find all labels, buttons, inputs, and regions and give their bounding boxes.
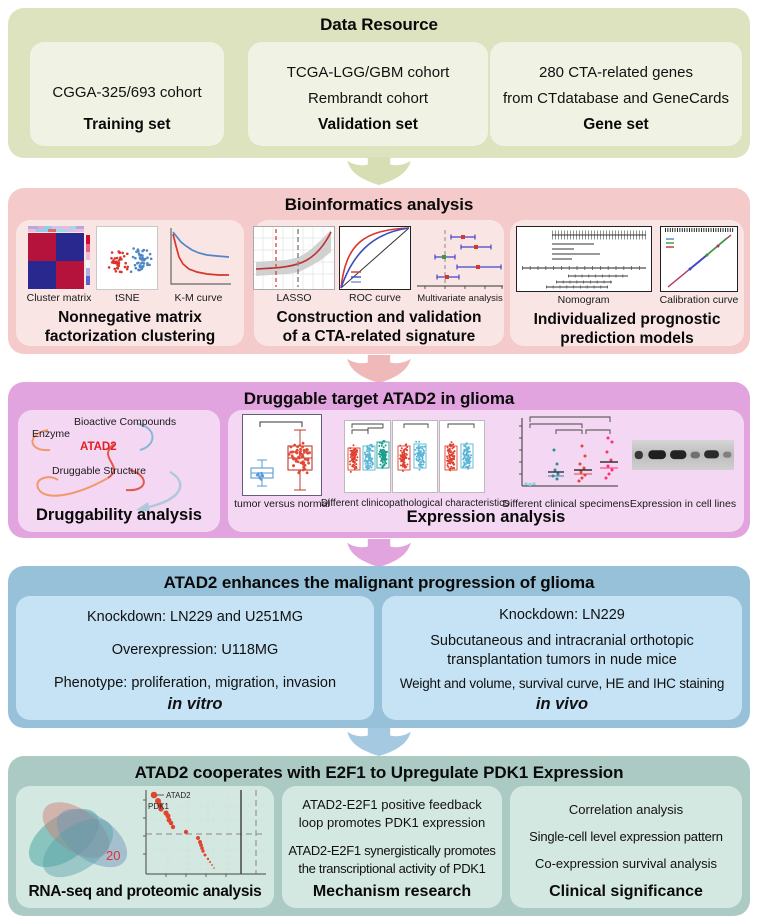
section-druggable-target — [8, 382, 750, 538]
clinicopathological-thumbnail — [344, 418, 486, 494]
section-title: Bioinformatics analysis — [284, 195, 474, 214]
gene-text: from CTdatabase and GeneCards — [503, 90, 729, 107]
caption-line: of a CTA-related signature — [282, 328, 476, 345]
in-vivo-box — [382, 596, 742, 720]
in-vitro-box — [16, 596, 374, 720]
venn-diagram — [18, 790, 138, 882]
section-bioinformatics — [8, 188, 750, 354]
enzyme-label: Enzyme — [32, 428, 70, 440]
prognostic-models-box — [510, 220, 744, 346]
caption-line: Nonnegative matrix — [58, 309, 202, 326]
druggable-structure-label: Druggable Structure — [52, 465, 146, 477]
box-caption: in vivo — [535, 695, 589, 713]
caption-line: factorization clustering — [44, 328, 216, 345]
western-blot-thumbnail — [632, 438, 734, 472]
section-title: ATAD2 cooperates with E2F1 to Upregulate PDK1 Expression — [134, 763, 624, 782]
gene-label-atad2: ATAD2 — [166, 791, 191, 800]
gene-text: 280 CTA-related genes — [539, 64, 693, 81]
tumor-vs-normal-thumbnail — [242, 414, 322, 496]
box-caption: Druggability analysis — [36, 506, 202, 524]
box-caption: Training set — [83, 116, 171, 133]
box-caption: in vitro — [167, 695, 223, 713]
thumb-label: LASSO — [276, 292, 312, 304]
mechanism-line: loop promotes PDK1 expression — [298, 815, 486, 830]
rank-scatter-plot — [140, 788, 270, 880]
thumb-label: Calibration curve — [659, 294, 739, 306]
thumb-label: Nomogram — [557, 294, 610, 306]
down-arrow-icon — [334, 539, 424, 567]
forest-plot-thumbnail — [415, 227, 505, 304]
signature-box — [254, 220, 504, 346]
section-title: Druggable target ATAD2 in glioma — [243, 389, 515, 408]
thumb-label: ROC curve — [349, 292, 401, 304]
calibration-thumbnail — [660, 226, 739, 306]
box-caption: Mechanism research — [312, 883, 472, 900]
thumb-label: Different clinical specimens — [502, 498, 630, 510]
section-title: Data Resource — [320, 15, 438, 34]
caption-line: Individualized prognostic — [533, 311, 721, 328]
section-malignant-progression — [8, 566, 750, 728]
venn-count: 20 — [106, 848, 121, 863]
experiment-line: Knockdown: LN229 and U251MG — [86, 609, 304, 625]
box-caption: Validation set — [318, 116, 418, 133]
thumb-label: Expression in cell lines — [629, 498, 737, 510]
experiment-line: Overexpression: U118MG — [111, 642, 279, 658]
thumb-label: K-M curve — [174, 292, 223, 304]
nomogram-thumbnail — [516, 226, 652, 306]
clinical-line: Co-expression survival analysis — [534, 856, 718, 871]
clinical-specimens-thumbnail — [506, 412, 624, 496]
box-caption: Clinical significance — [549, 883, 703, 900]
experiment-line: transplantation tumors in nude mice — [447, 652, 677, 668]
mechanism-line: the transcriptional activity of PDK1 — [298, 861, 486, 876]
thumb-label: tSNE — [115, 292, 140, 304]
clinical-line: Single-cell level expression pattern — [529, 829, 723, 844]
gene-label-pdk1: PDK1 — [148, 802, 169, 811]
caption-line: Construction and validation — [276, 309, 482, 326]
bioactive-compounds-label: Bioactive Compounds — [74, 416, 177, 428]
validation-set-box — [248, 42, 488, 146]
expression-analysis-box — [228, 410, 744, 532]
section-pdk1-expression — [8, 756, 750, 916]
training-set-box — [30, 42, 224, 146]
clinical-significance-box — [510, 786, 742, 908]
experiment-line: Phenotype: proliferation, migration, invasion — [53, 675, 337, 691]
gene-set-box — [490, 42, 742, 146]
cohort-text: TCGA-LGG/GBM cohort — [286, 64, 450, 81]
box-caption: Expression analysis — [406, 508, 566, 526]
thumb-label: tumor versus normal — [234, 498, 330, 510]
box-caption: RNA-seq and proteomic analysis — [28, 883, 262, 900]
thumb-label: Multivariate analysis — [417, 293, 503, 304]
atad2-label: ATAD2 — [80, 441, 117, 453]
down-arrow-icon — [334, 728, 424, 756]
nmf-clustering-box — [16, 220, 244, 346]
clinical-line: Correlation analysis — [568, 802, 684, 817]
thumb-label: Cluster matrix — [26, 292, 92, 304]
experiment-line: Knockdown: LN229 — [499, 607, 625, 623]
mechanism-research-box — [282, 786, 502, 908]
lasso-thumbnail — [253, 226, 335, 304]
rnaseq-proteomic-box — [16, 786, 274, 908]
thumb-label: Different clinicopathological characteristics — [320, 498, 510, 509]
mechanism-line: ATAD2-E2F1 synergistically promotes — [288, 843, 496, 858]
caption-line: prediction models — [560, 330, 694, 347]
km-curve-thumbnail — [163, 226, 233, 304]
down-arrow-icon — [334, 157, 424, 185]
cohort-text: CGGA-325/693 cohort — [52, 84, 202, 101]
box-caption: Gene set — [583, 116, 649, 133]
down-arrow-icon — [334, 355, 424, 383]
roc-thumbnail — [339, 226, 411, 304]
section-title: ATAD2 enhances the malignant progression of glioma — [163, 573, 595, 592]
tsne-thumbnail — [96, 226, 158, 304]
experiment-line: Weight and volume, survival curve, HE and IHC staining — [399, 676, 725, 691]
mechanism-line: ATAD2-E2F1 positive feedback — [302, 797, 482, 812]
cluster-matrix-thumbnail — [27, 226, 92, 304]
druggability-box — [18, 410, 220, 532]
experiment-line: Subcutaneous and intracranial orthotopic — [430, 633, 694, 649]
section-data-resource — [8, 8, 750, 158]
cohort-text: Rembrandt cohort — [307, 90, 429, 107]
